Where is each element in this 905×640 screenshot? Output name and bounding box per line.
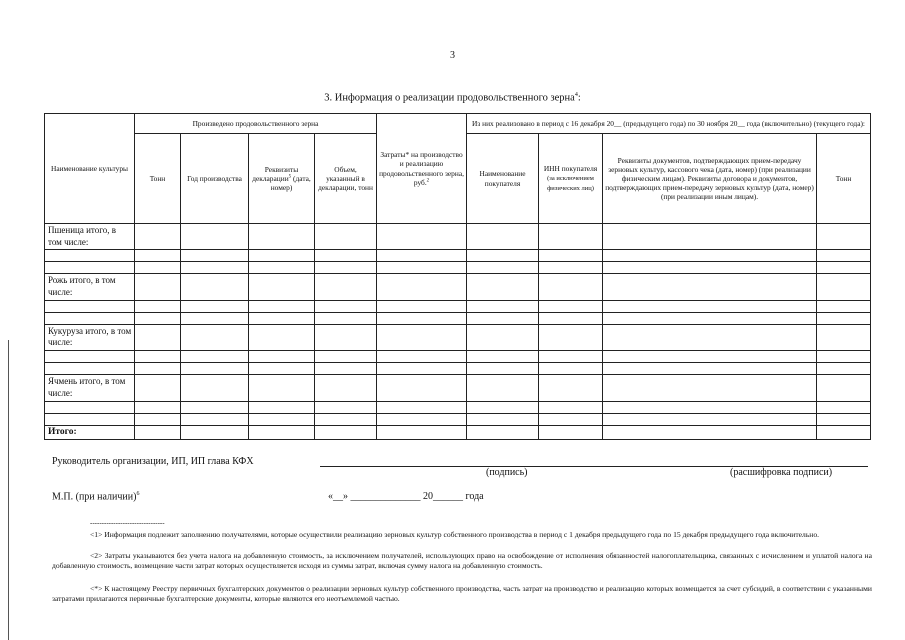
row-label-corn: Кукуруза итого, в том числе:	[45, 324, 135, 350]
header-costs-sup: 2	[426, 178, 430, 184]
table-row	[45, 413, 871, 425]
head-signature-label: Руководитель организации, ИП, ИП глава КФХ	[52, 456, 254, 467]
total-label: Итого:	[45, 425, 135, 440]
row-label-wheat: Пшеница итого, в том числе:	[45, 224, 135, 250]
page-number: 3	[450, 50, 455, 61]
signature-decode-caption: (расшифровка подписи)	[730, 467, 833, 478]
table-row	[45, 262, 871, 274]
footnote-3	[52, 584, 872, 604]
table-row	[45, 401, 871, 413]
header-declaration-text: Реквизиты декларации	[252, 164, 299, 183]
table-row	[45, 351, 871, 363]
footnote-2	[52, 551, 872, 571]
table-row	[45, 363, 871, 375]
header-tons-sold: Тонн	[817, 134, 871, 224]
section-title-text: 3. Информация о реализации продовольственного зерна	[324, 92, 575, 104]
header-volume: Объем, указанный в декларации, тонн	[315, 134, 377, 224]
header-costs	[377, 114, 467, 224]
table-row	[45, 274, 871, 300]
header-tons: Тонн	[135, 134, 181, 224]
header-group-produced: Произведено продовольственного зерна	[135, 114, 377, 134]
footnote-1-text: <1> Информация подлежит заполнению получателями, которые осуществили реализацию зерновых культур собственного производства в период с 1 декабря предыдущего года по 15 декабря предыдущего года включительно.	[90, 530, 820, 539]
table-row	[45, 312, 871, 324]
footnote-1	[52, 530, 872, 540]
table-row	[45, 300, 871, 312]
footnote-2-text: <2> Затраты указываются без учета налога на добавленную стоимость, за исключением получателей, использующих право на освобождение от исполнения обязанностей налогоплательщика, связанных с исчислением и уплатой налога на добавленную стоимость, возмещение части затрат которых осуществляется исходя из суммы затрат, включая сумму налога на добавленную стоимость.	[52, 551, 872, 570]
section-title-footnote-ref: 4	[574, 92, 578, 98]
stamp-label-sup: 6	[136, 491, 140, 497]
header-group-sold: Из них реализовано в период с 16 декабря 20__ (предыдущего года) по 30 ноября 20__ года (включительно) (текущего года):	[467, 114, 871, 134]
header-culture: Наименование культуры	[45, 114, 135, 224]
footnote-3-text: <*> К настоящему Реестру первичных бухгалтерских документов о реализации зерновых культур собственного производства, часть затрат на производство и реализацию которых возмещается за счет субсидий, в соответствии с указанными затратами прилагаются первичные бухгалтерские документы, которые являются его неотъемлемой частью.	[52, 584, 872, 603]
grain-sales-table	[44, 113, 871, 440]
table-row	[45, 375, 871, 401]
header-declaration	[249, 134, 315, 224]
table-row	[45, 224, 871, 250]
table-row	[45, 324, 871, 350]
header-inn-note: (за исключением физических лиц)	[547, 175, 594, 193]
total-row	[45, 425, 871, 440]
row-label-rye: Рожь итого, в том числе:	[45, 274, 135, 300]
footnote-rule: --------------------------------	[90, 519, 165, 527]
header-inn	[539, 134, 603, 224]
header-declaration-tail: (дата, номер)	[270, 173, 311, 193]
header-declaration-sup: 5	[288, 174, 292, 180]
signature-caption: (подпись)	[486, 467, 528, 478]
stamp-label	[52, 491, 139, 502]
section-title-colon: :	[577, 92, 581, 104]
header-inn-text: ИНН покупателя	[543, 164, 598, 174]
row-label-barley: Ячмень итого, в том числе:	[45, 375, 135, 401]
stamp-label-text: М.П. (при наличии)	[52, 491, 137, 503]
header-buyer: Наименование покупателя	[467, 134, 539, 224]
header-year: Год производства	[181, 134, 249, 224]
section-title	[0, 92, 905, 104]
date-line: «__» ______________ 20______ года	[328, 491, 484, 502]
margin-mark	[8, 340, 9, 640]
header-costs-text: Затраты* на производство и реализацию продовольственного зерна, руб.	[379, 150, 464, 187]
table-row	[45, 250, 871, 262]
header-documents: Реквизиты документов, подтверждающих прием-передачу зерновых культур, кассового чека (дата, номер) (при реализации физическим лицам). Реквизиты договора и документов, подтверждающих прием-передачу зерновых культур (дата, номер) (при реализации иным лицам).	[603, 134, 817, 224]
